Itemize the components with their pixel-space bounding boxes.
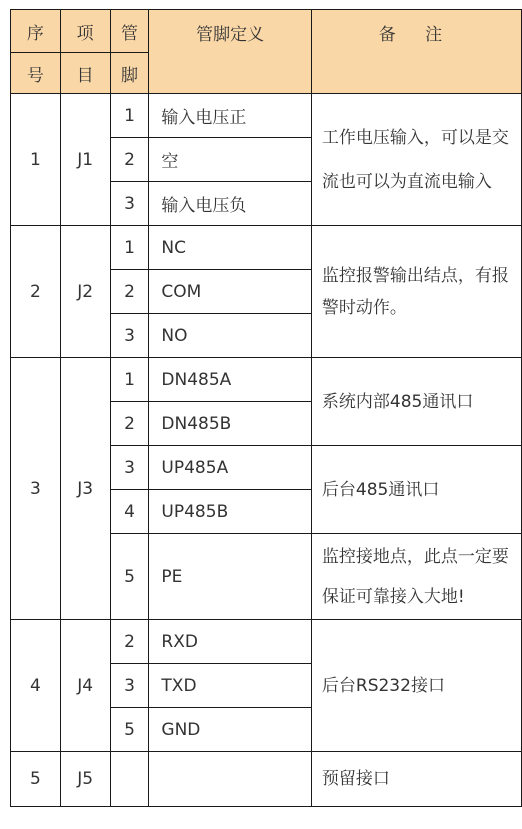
seq-cell: 1 [11, 94, 61, 226]
note-cell [311, 534, 521, 620]
note-text: 监控接地点，此点一定要保证可靠接入大地! [321, 546, 509, 607]
definition-cell: NO [149, 314, 311, 358]
item-cell: J2 [60, 226, 110, 358]
definition-cell: PE [149, 534, 311, 620]
note-cell [311, 94, 521, 226]
note-cell [311, 358, 521, 446]
definition-cell: RXD [149, 620, 311, 664]
pin-cell: 3 [110, 446, 149, 490]
item-cell: J1 [60, 94, 110, 226]
seq-cell: 5 [11, 752, 61, 807]
definition-cell: 输入电压负 [149, 182, 311, 226]
pin-cell: 5 [110, 534, 149, 620]
pin-cell: 4 [110, 490, 149, 534]
seq-cell: 2 [11, 226, 61, 358]
pin-cell: 2 [110, 402, 149, 446]
definition-cell: TXD [149, 664, 311, 708]
pin-cell: 1 [110, 94, 149, 138]
header-item-2: 目 [60, 53, 110, 94]
pin-definition-table [10, 9, 522, 807]
note-text: 后台485通讯口 [321, 479, 440, 500]
note-text: 监控报警输出结点，有报警时动作。 [321, 265, 509, 318]
pin-cell: 3 [110, 182, 149, 226]
note-cell [311, 620, 521, 752]
pin-cell: 2 [110, 620, 149, 664]
header-seq-1: 序 [11, 10, 61, 53]
definition-cell: 输入电压正 [149, 94, 311, 138]
pin-cell: 2 [110, 138, 149, 182]
table-row [11, 94, 522, 138]
definition-cell: DN485A [149, 358, 311, 402]
table-body [11, 94, 522, 807]
header-pin-1: 管 [110, 10, 149, 53]
definition-cell: NC [149, 226, 311, 270]
pin-cell: 1 [110, 358, 149, 402]
header-item-1: 项 [60, 10, 110, 53]
item-cell: J4 [60, 620, 110, 752]
note-text: 工作电压输入，可以是交流也可以为直流电输入 [321, 127, 509, 192]
definition-cell: DN485B [149, 402, 311, 446]
table-row [11, 752, 522, 807]
table-row [11, 226, 522, 270]
pin-cell: 2 [110, 270, 149, 314]
header-note: 备 注 [311, 10, 521, 94]
seq-cell: 4 [11, 620, 61, 752]
table-row [11, 358, 522, 402]
seq-cell: 3 [11, 358, 61, 620]
note-cell [311, 446, 521, 534]
pin-definition-table-wrapper [10, 9, 522, 807]
note-cell [311, 226, 521, 358]
definition-cell: GND [149, 708, 311, 752]
header-seq-2: 号 [11, 53, 61, 94]
definition-cell: COM [149, 270, 311, 314]
note-cell [311, 752, 521, 807]
definition-cell [149, 752, 311, 807]
pin-cell: 1 [110, 226, 149, 270]
pin-cell: 3 [110, 664, 149, 708]
table-row [11, 620, 522, 664]
item-cell: J3 [60, 358, 110, 620]
pin-cell: 3 [110, 314, 149, 358]
note-text: 系统内部485通讯口 [321, 391, 474, 412]
definition-cell: UP485A [149, 446, 311, 490]
note-text: 预留接口 [321, 769, 390, 789]
header-row-1 [11, 10, 522, 53]
note-text: 后台RS232接口 [321, 675, 445, 696]
definition-cell: UP485B [149, 490, 311, 534]
item-cell: J5 [60, 752, 110, 807]
header-pin-2: 脚 [110, 53, 149, 94]
definition-cell: 空 [149, 138, 311, 182]
table-header [11, 10, 522, 94]
pin-cell [110, 752, 149, 807]
pin-cell: 5 [110, 708, 149, 752]
header-definition: 管脚定义 [149, 10, 311, 94]
